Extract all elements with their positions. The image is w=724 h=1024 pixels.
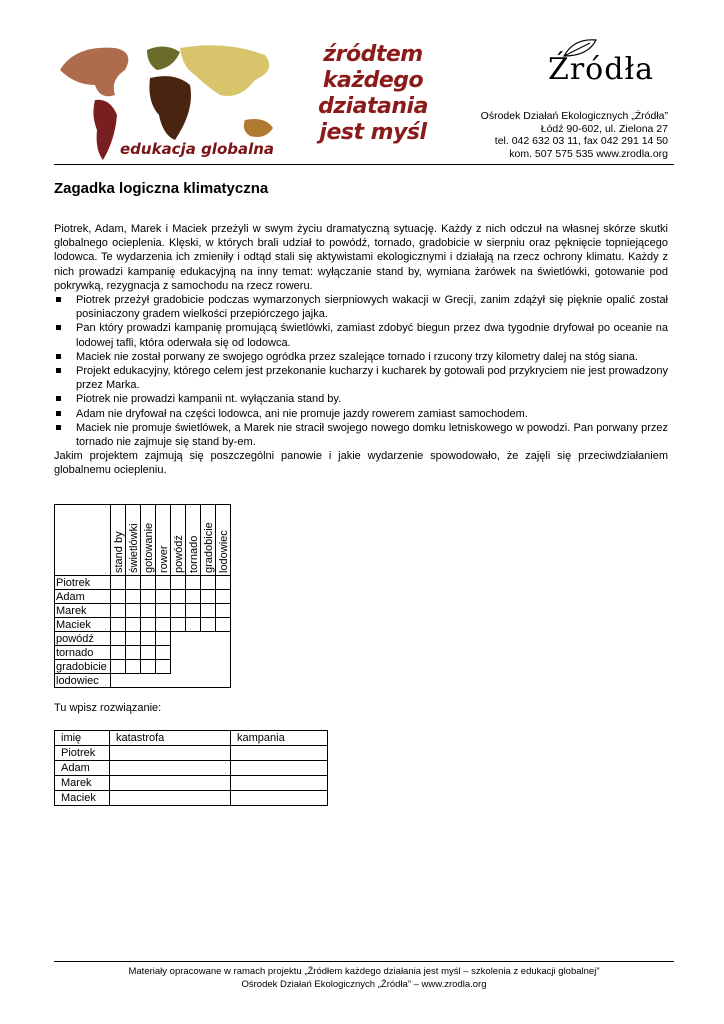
intro-paragraph: Piotrek, Adam, Marek i Maciek przeżyli w swym życiu dramatyczną sytuację. Każdy z nich odczuł na własnej skórze skutki globalnego ocieplenia. Klęski, w których brali udział to powódź, tornado, gradobicie w sierpniu oraz pęknięcie topniejącego lodowca. Te wydarzenia ich zmieniły i odtąd stali się aktywistami ekologicznymi i działają na rzecz ochrony klimatu. Każdy z nich prowadzi kampanię edukacyjną na inny temat: wyłączanie stand by, wymiana żarówek na świetlówki, gotowanie pod pokrywką, rezygnacja z samochodu na rzecz roweru. xyxy=(54,223,668,292)
header-divider xyxy=(54,164,674,165)
grid-column-header: gradobicie xyxy=(201,505,216,576)
list-item: Maciek nie został porwany ze swojego ogródka przez szalejące tornado i rzucony trzy kilometry dalej na stóg siana. xyxy=(54,350,668,364)
footer-divider xyxy=(54,961,674,962)
grid-column-header: gotowanie xyxy=(141,505,156,576)
table-row: Maciek xyxy=(55,791,328,806)
table-row: Piotrek xyxy=(55,746,328,761)
list-item: Adam nie dryfował na części lodowca, ani nie promuje jazdy rowerem zamiast samochodem. xyxy=(54,407,668,421)
table-row: Adam xyxy=(55,590,231,604)
solution-label: Tu wpisz rozwiązanie: xyxy=(54,702,162,714)
table-row: lodowiec xyxy=(55,674,231,688)
list-item: Projekt edukacyjny, którego celem jest przekonanie kucharzy i kucharek by gotowali pod przykryciem nie jest prowadzony przez Marka. xyxy=(54,364,668,392)
table-row: Marek xyxy=(55,604,231,618)
grid-column-header: rower xyxy=(156,505,171,576)
table-row: imię katastrofa kampania xyxy=(55,731,328,746)
puzzle-text xyxy=(54,222,668,478)
grid-column-header: powódź xyxy=(171,505,186,576)
list-item: Maciek nie promuje świetlówek, a Marek nie stracił swojego nowego domku letniskowego w powodzi. Pan porwany przez tornado nie zajmuje się stand by-em. xyxy=(54,421,668,449)
table-row: tornado xyxy=(55,646,231,660)
table-row: Adam xyxy=(55,761,328,776)
grid-column-header: lodowiec xyxy=(216,505,231,576)
list-item: Pan który prowadzi kampanię promującą świetlówki, zamiast zdobyć biegun przez dwa tygodnie dryfował po oceanie na lodowej tafli, która oderwała się od lodowca. xyxy=(54,321,668,349)
grid-column-header: tornado xyxy=(186,505,201,576)
list-item: Piotrek nie prowadzi kampanii nt. wyłączania stand by. xyxy=(54,392,668,406)
organization-address: Ośrodek Działań Ekologicznych „Źródła” Łódź 90-602, ul. Zielona 27 tel. 042 632 03 11, fax 042 291 14 50 kom. 507 575 535 www.zrodla.org xyxy=(480,110,668,160)
zrodla-logo: Źródła xyxy=(548,52,655,87)
table-row: Marek xyxy=(55,776,328,791)
page-header xyxy=(0,0,724,165)
solution-table xyxy=(54,730,328,806)
slogan: źródtem każdego dziatania jest myśl xyxy=(318,42,428,145)
table-row: Piotrek xyxy=(55,576,231,590)
table-row: Maciek xyxy=(55,618,231,632)
grid-column-header: stand by xyxy=(111,505,126,576)
table-row: powódź xyxy=(55,632,231,646)
grid-column-header: świetlówki xyxy=(126,505,141,576)
table-row: gradobicie xyxy=(55,660,231,674)
page-title: Zagadka logiczna klimatyczna xyxy=(54,180,269,197)
page-footer: Materiały opracowane w ramach projektu „Źródłem każdego działania jest myśl – szkolenia z edukacji globalnej” Ośrodek Działań Ekologicznych „Źródła” – www.zrodla.org xyxy=(128,966,600,990)
list-item: Piotrek przeżył gradobicie podczas wymarzonych sierpniowych wakacji w Grecji, zanim zdążył się pięknie opalić został posiniaczony gradem wielkości przepiórczego jajka. xyxy=(54,293,668,321)
clue-list xyxy=(54,293,668,449)
question-paragraph: Jakim projektem zajmują się poszczególni panowie i jakie wydarzenie spowodowało, że zajęli się przeciwdziałaniem globalnemu ociepleniu. xyxy=(54,450,668,477)
edukacja-globalna-label: edukacja globalna xyxy=(120,140,275,158)
logic-grid xyxy=(54,504,231,688)
